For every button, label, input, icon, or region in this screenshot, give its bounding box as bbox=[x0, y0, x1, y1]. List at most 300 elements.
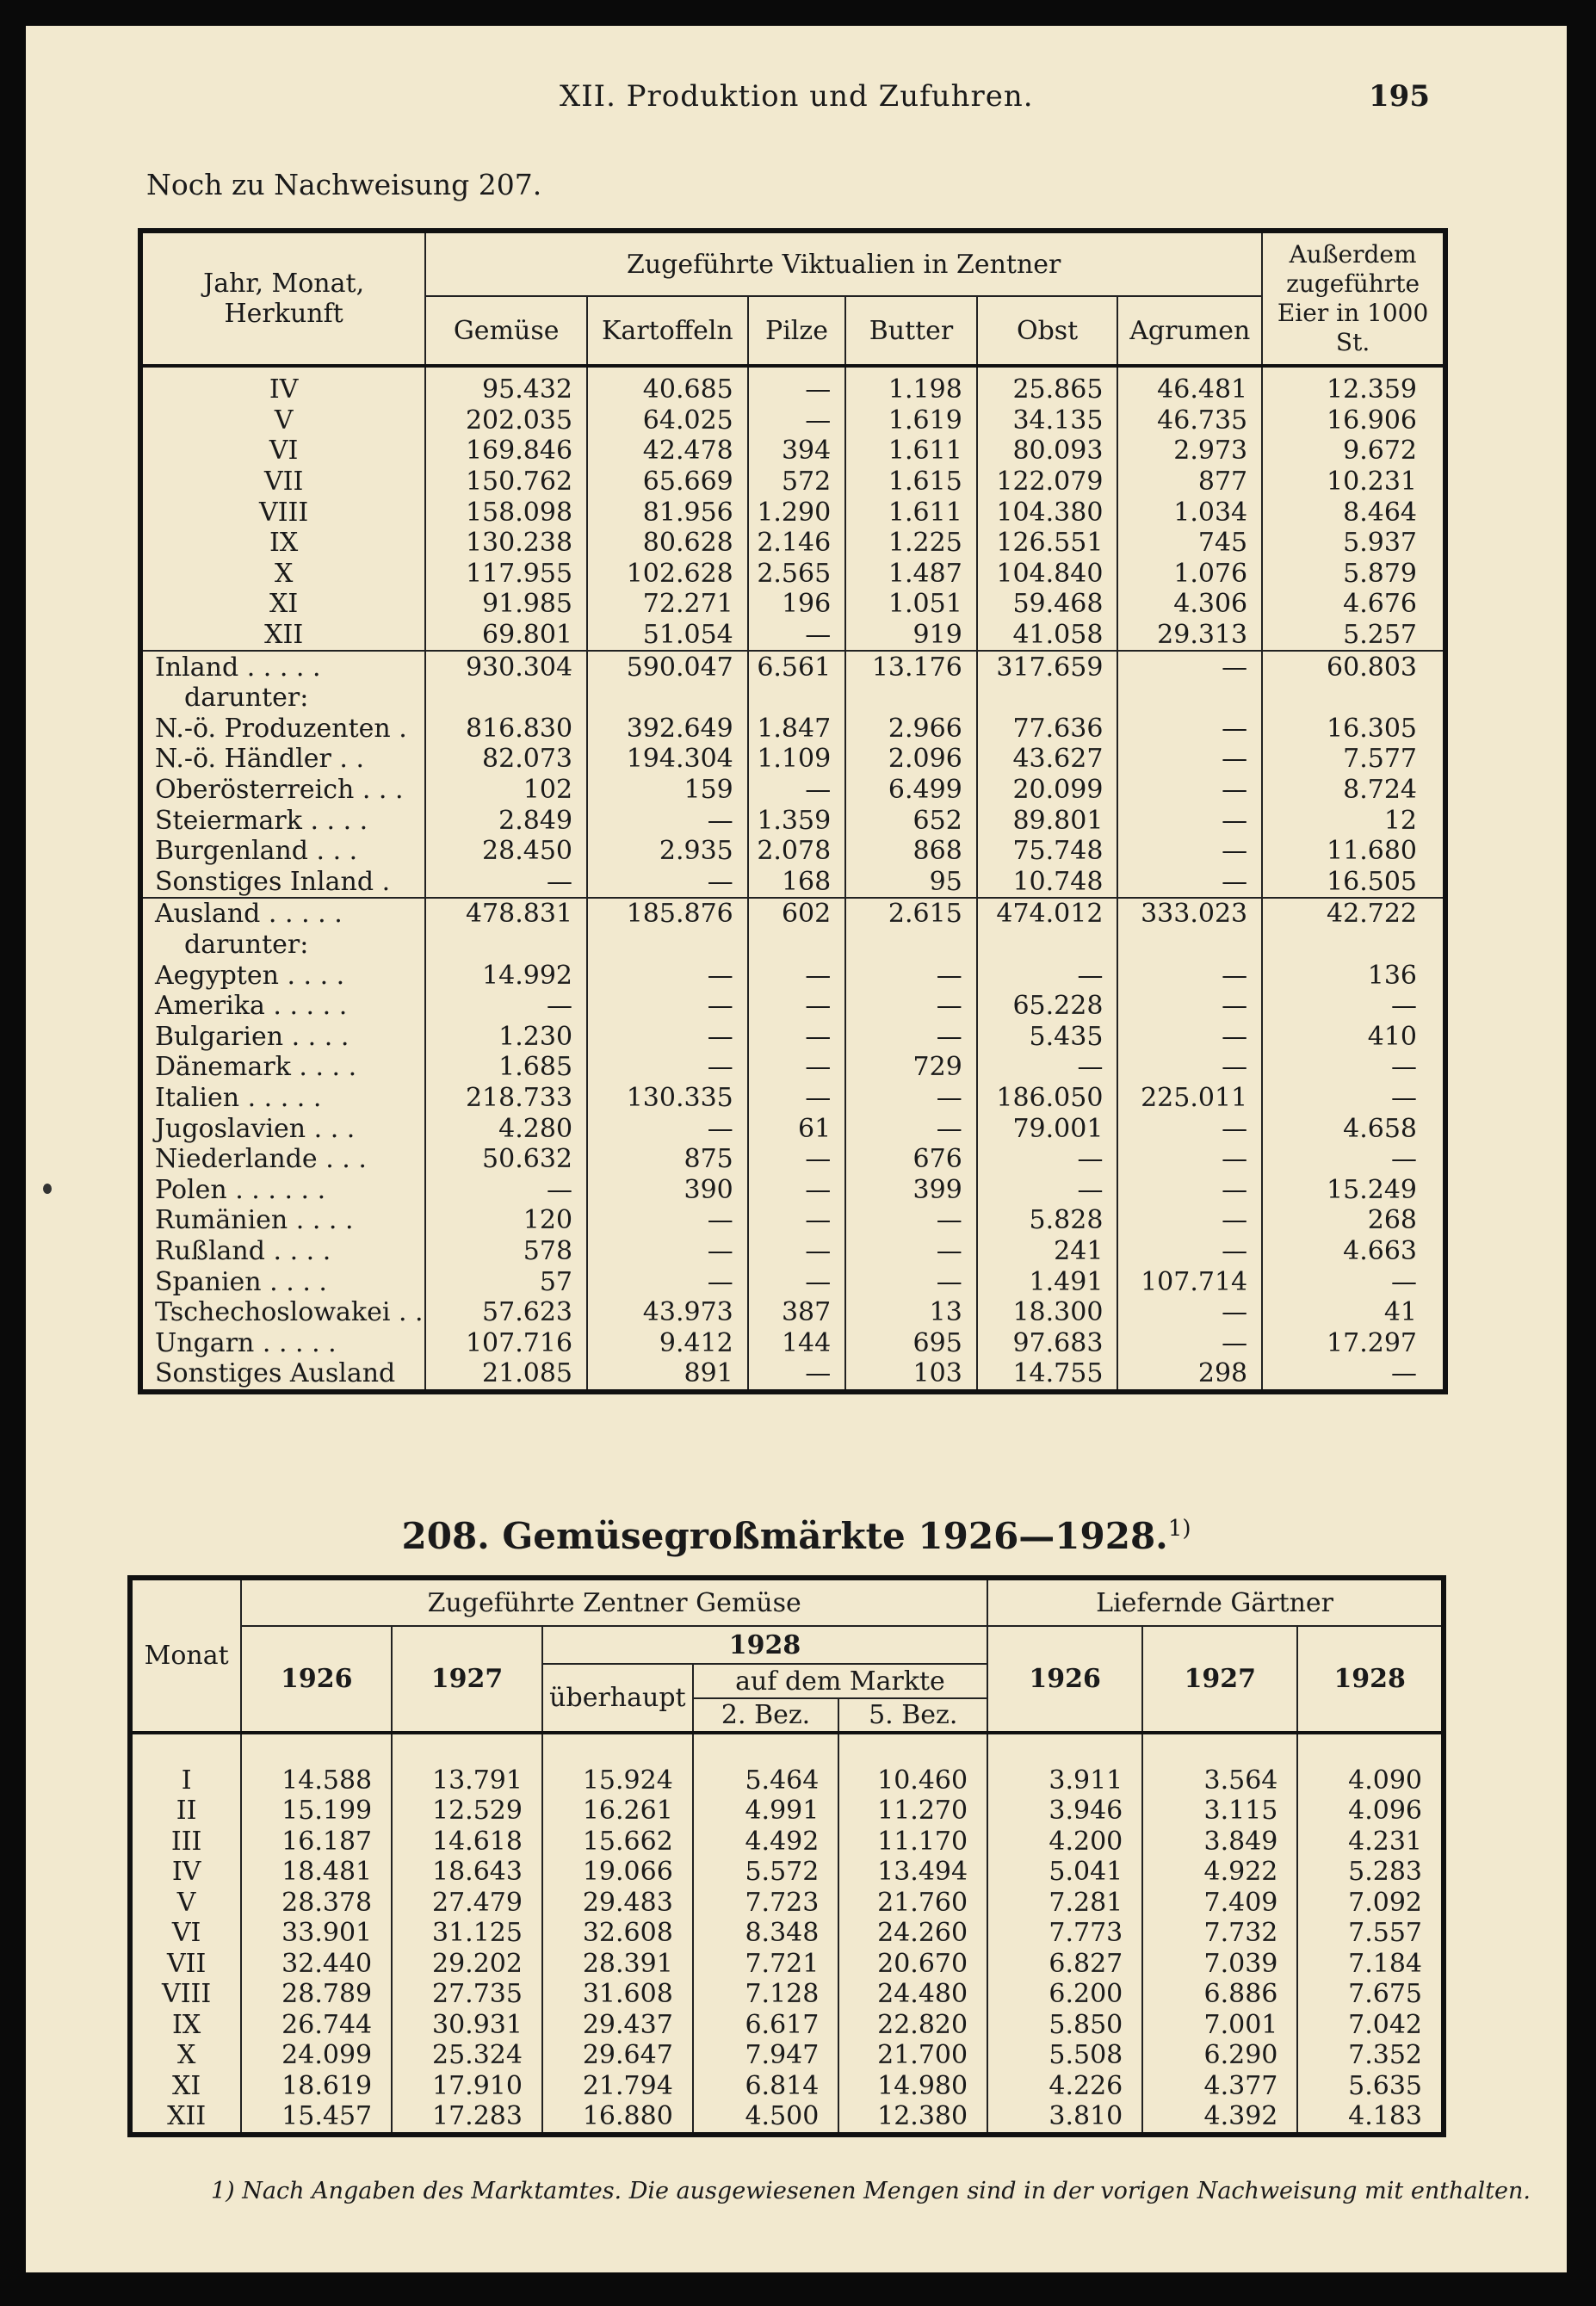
cell-value: 16.505 bbox=[1327, 866, 1417, 897]
table-row bbox=[140, 1266, 1445, 1297]
table-row bbox=[140, 589, 1445, 620]
table-row bbox=[140, 1358, 1445, 1392]
table-row bbox=[130, 2071, 1444, 2102]
cell-value: 27.479 bbox=[392, 1888, 542, 1919]
cell-value: 158.098 bbox=[425, 497, 587, 528]
row-label: IV bbox=[130, 1857, 241, 1888]
cell-value: 6.617 bbox=[693, 2010, 839, 2041]
cell-value: — bbox=[845, 1205, 977, 1236]
cell-value: 6.200 bbox=[987, 1979, 1142, 2010]
t207-body bbox=[140, 366, 1445, 1392]
row-label: Ausland . . . . . bbox=[140, 898, 425, 930]
cell-value: 5.635 bbox=[1348, 2070, 1422, 2101]
t208-body bbox=[130, 1733, 1444, 2135]
cell-value: 7.092 bbox=[1348, 1887, 1422, 1918]
cell-value: 150.762 bbox=[425, 467, 587, 498]
cell-value: 16.261 bbox=[542, 1796, 693, 1827]
cell-value: 57.623 bbox=[425, 1297, 587, 1328]
cell-value: 168 bbox=[748, 867, 845, 899]
table-row bbox=[140, 898, 1445, 930]
cell-value: 11.680 bbox=[1327, 836, 1417, 867]
table-row bbox=[140, 1327, 1445, 1358]
table-row bbox=[130, 2040, 1444, 2071]
cell-value: 7.577 bbox=[1343, 744, 1417, 775]
cell-value: 28.450 bbox=[425, 836, 587, 867]
cell-value: 40.685 bbox=[587, 374, 748, 405]
table-row bbox=[140, 1021, 1445, 1052]
running-title: XII. Produktion und Zufuhren. bbox=[560, 79, 1034, 114]
cell-value: 5.464 bbox=[693, 1765, 839, 1796]
cell-value: — bbox=[1117, 991, 1262, 1022]
row-label: XII bbox=[140, 620, 425, 652]
cell-value: 14.618 bbox=[392, 1827, 542, 1858]
empty-cell bbox=[748, 930, 845, 961]
cell-value: — bbox=[977, 1144, 1118, 1175]
cell-value: 50.632 bbox=[425, 1144, 587, 1175]
cell-value: 3.564 bbox=[1142, 1765, 1297, 1796]
cell-value: — bbox=[748, 620, 845, 652]
header-g1927: 1927 bbox=[1142, 1626, 1297, 1733]
table-row bbox=[140, 405, 1445, 436]
cell-value: — bbox=[845, 1083, 977, 1114]
cell-value: 4.492 bbox=[693, 1827, 839, 1858]
cell-value: 16.906 bbox=[1327, 405, 1417, 436]
row-label: XI bbox=[140, 589, 425, 620]
cell-value: 7.042 bbox=[1348, 2009, 1422, 2040]
cell-value: — bbox=[748, 1205, 845, 1236]
table-row bbox=[130, 2101, 1444, 2135]
cell-value: 64.025 bbox=[587, 405, 748, 436]
cell-value: 17.283 bbox=[392, 2101, 542, 2135]
cell-value: — bbox=[587, 805, 748, 836]
cell-value: 75.748 bbox=[977, 836, 1118, 867]
cell-value: 159 bbox=[587, 775, 748, 806]
table-row bbox=[140, 559, 1445, 590]
cell-value: 65.228 bbox=[977, 991, 1118, 1022]
cell-value: 7.721 bbox=[693, 1949, 839, 1980]
cell-value: — bbox=[1391, 1052, 1417, 1083]
cell-value: 745 bbox=[1117, 528, 1262, 559]
cell-value: 194.304 bbox=[587, 744, 748, 775]
cell-value: 4.676 bbox=[1343, 589, 1417, 620]
cell-value: 241 bbox=[977, 1236, 1118, 1267]
cell-value: 46.481 bbox=[1117, 374, 1262, 405]
table-row bbox=[140, 744, 1445, 775]
row-label: Oberösterreich . . . bbox=[140, 775, 425, 806]
cell-value: — bbox=[977, 960, 1118, 991]
row-label: Rumänien . . . . bbox=[140, 1205, 425, 1236]
cell-value: 333.023 bbox=[1117, 898, 1262, 930]
cell-value: 14.992 bbox=[425, 960, 587, 991]
cell-value: 10.748 bbox=[977, 867, 1118, 899]
cell-value: 30.931 bbox=[392, 2010, 542, 2041]
cell-value: 298 bbox=[1117, 1358, 1262, 1392]
cell-value: 2.973 bbox=[1117, 436, 1262, 467]
cell-value: 29.313 bbox=[1117, 620, 1262, 652]
table-row bbox=[130, 2010, 1444, 2041]
table-207 bbox=[138, 228, 1448, 1394]
cell-value: 4.663 bbox=[1343, 1235, 1417, 1266]
cell-value: 6.827 bbox=[987, 1949, 1142, 1980]
cell-value: 1.109 bbox=[748, 744, 845, 775]
cell-value: 43.627 bbox=[977, 744, 1118, 775]
cell-value: 95.432 bbox=[425, 374, 587, 405]
table-row bbox=[140, 1205, 1445, 1236]
empty-cell bbox=[977, 930, 1118, 961]
empty-cell bbox=[748, 683, 845, 714]
table-row bbox=[140, 528, 1445, 559]
cell-value: 136 bbox=[1367, 960, 1417, 991]
row-label: X bbox=[140, 559, 425, 590]
row-label: Burgenland . . . bbox=[140, 836, 425, 867]
cell-value: 28.391 bbox=[542, 1949, 693, 1980]
table-row bbox=[140, 374, 1445, 405]
cell-value: — bbox=[748, 1083, 845, 1114]
cell-value: 317.659 bbox=[977, 651, 1118, 683]
table-row bbox=[130, 1888, 1444, 1919]
cell-value: 394 bbox=[748, 436, 845, 467]
running-head bbox=[26, 79, 1567, 122]
row-label: Sonstiges Ausland bbox=[140, 1358, 425, 1392]
table-row bbox=[140, 1144, 1445, 1175]
row-label: Polen . . . . . . bbox=[140, 1174, 425, 1205]
cell-value: 2.966 bbox=[845, 714, 977, 745]
cell-value: 12 bbox=[1383, 805, 1417, 836]
cell-value: 130.238 bbox=[425, 528, 587, 559]
cell-value: 1.051 bbox=[845, 589, 977, 620]
cell-value: 3.810 bbox=[987, 2101, 1142, 2135]
cell-value: — bbox=[587, 1113, 748, 1144]
cell-value: 18.643 bbox=[392, 1857, 542, 1888]
cell-value: 80.628 bbox=[587, 528, 748, 559]
table-row bbox=[140, 991, 1445, 1022]
cell-value: 7.281 bbox=[987, 1888, 1142, 1919]
col-agrumen: Agrumen bbox=[1117, 296, 1262, 366]
empty-cell bbox=[845, 930, 977, 961]
empty-cell bbox=[425, 930, 587, 961]
cell-value: — bbox=[1117, 805, 1262, 836]
empty-cell bbox=[1262, 683, 1445, 714]
cell-value: 2.565 bbox=[748, 559, 845, 590]
row-label: N.-ö. Händler . . bbox=[140, 744, 425, 775]
cell-value: 5.041 bbox=[987, 1857, 1142, 1888]
cell-value: 4.658 bbox=[1343, 1113, 1417, 1144]
empty-cell bbox=[425, 683, 587, 714]
cell-value: 2.849 bbox=[425, 805, 587, 836]
cell-value: 4.500 bbox=[693, 2101, 839, 2135]
cell-value: 410 bbox=[1367, 1021, 1417, 1052]
cell-value: — bbox=[748, 405, 845, 436]
cell-value: 144 bbox=[748, 1327, 845, 1358]
cell-value: — bbox=[587, 1021, 748, 1052]
cell-value: 7.732 bbox=[1142, 1918, 1297, 1949]
row-label: V bbox=[140, 405, 425, 436]
cell-value: 95 bbox=[845, 867, 977, 899]
cell-value: 4.306 bbox=[1117, 589, 1262, 620]
cell-value: 202.035 bbox=[425, 405, 587, 436]
empty-cell bbox=[587, 930, 748, 961]
cell-value: 79.001 bbox=[977, 1113, 1118, 1144]
cell-value: 1.619 bbox=[845, 405, 977, 436]
cell-value: 196 bbox=[748, 589, 845, 620]
cell-value: 7.773 bbox=[987, 1918, 1142, 1949]
cell-value: 4.991 bbox=[693, 1796, 839, 1827]
cell-value: 3.911 bbox=[987, 1765, 1142, 1796]
cell-value: 2.078 bbox=[748, 836, 845, 867]
cell-value: 816.830 bbox=[425, 714, 587, 745]
row-label: X bbox=[130, 2040, 241, 2071]
cell-value: — bbox=[748, 1358, 845, 1392]
cell-value: 10.460 bbox=[838, 1765, 987, 1796]
cell-value: 5.435 bbox=[977, 1021, 1118, 1052]
cell-value: 5.850 bbox=[987, 2010, 1142, 2041]
cell-value: 1.847 bbox=[748, 714, 845, 745]
cell-value: 602 bbox=[748, 898, 845, 930]
cell-value: 590.047 bbox=[587, 651, 748, 683]
cell-value: — bbox=[1391, 1358, 1417, 1389]
cell-value: 11.270 bbox=[838, 1796, 987, 1827]
cell-value: — bbox=[587, 960, 748, 991]
cell-value: 72.271 bbox=[587, 589, 748, 620]
cell-value: 891 bbox=[587, 1358, 748, 1392]
cell-value: 24.099 bbox=[241, 2040, 392, 2071]
table-row bbox=[140, 436, 1445, 467]
cell-value: 1.198 bbox=[845, 374, 977, 405]
cell-value: 41 bbox=[1383, 1297, 1417, 1328]
cell-value: 31.125 bbox=[392, 1918, 542, 1949]
table-row bbox=[140, 805, 1445, 836]
cell-value: 24.480 bbox=[838, 1979, 987, 2010]
cell-value: 14.755 bbox=[977, 1358, 1118, 1392]
cell-value: — bbox=[977, 1052, 1118, 1083]
cell-value: 6.290 bbox=[1142, 2040, 1297, 2071]
empty-cell bbox=[587, 683, 748, 714]
cell-value: 102.628 bbox=[587, 559, 748, 590]
table-row bbox=[140, 1236, 1445, 1267]
cell-value: 20.670 bbox=[838, 1949, 987, 1980]
cell-value: 1.611 bbox=[845, 497, 977, 528]
cell-value: 15.199 bbox=[241, 1796, 392, 1827]
row-label: Jugoslavien . . . bbox=[140, 1113, 425, 1144]
cell-value: — bbox=[1391, 1266, 1417, 1297]
cell-value: 29.647 bbox=[542, 2040, 693, 2071]
cell-value: 1.487 bbox=[845, 559, 977, 590]
header-bez2: 2. Bez. bbox=[693, 1698, 839, 1733]
cell-value: 3.115 bbox=[1142, 1796, 1297, 1827]
cell-value: 919 bbox=[845, 620, 977, 652]
table-row bbox=[140, 1083, 1445, 1114]
cell-value: 7.128 bbox=[693, 1979, 839, 2010]
cell-value: 1.359 bbox=[748, 805, 845, 836]
cell-value: 21.700 bbox=[838, 2040, 987, 2071]
cell-value: 13.791 bbox=[392, 1765, 542, 1796]
col-pilze: Pilze bbox=[748, 296, 845, 366]
row-label: II bbox=[130, 1796, 241, 1827]
table-row bbox=[140, 620, 1445, 652]
cell-value: — bbox=[1117, 1052, 1262, 1083]
row-label: Ungarn . . . . . bbox=[140, 1327, 425, 1358]
cell-value: 4.226 bbox=[987, 2071, 1142, 2102]
row-label: Sonstiges Inland . bbox=[140, 867, 425, 899]
row-label: Dänemark . . . . bbox=[140, 1052, 425, 1083]
cell-value: 9.672 bbox=[1343, 436, 1417, 467]
header-g1928: 1928 bbox=[1297, 1626, 1444, 1733]
cell-value: 478.831 bbox=[425, 898, 587, 930]
cell-value: 31.608 bbox=[542, 1979, 693, 2010]
cell-value: 21.760 bbox=[838, 1888, 987, 1919]
row-label: Rußland . . . . bbox=[140, 1236, 425, 1267]
cell-value: 17.910 bbox=[392, 2071, 542, 2102]
header-1928: 1928 bbox=[542, 1626, 987, 1664]
cell-value: 81.956 bbox=[587, 497, 748, 528]
cell-value: 12.529 bbox=[392, 1796, 542, 1827]
cell-value: — bbox=[1117, 775, 1262, 806]
cell-value: 676 bbox=[845, 1144, 977, 1175]
table-row bbox=[130, 1827, 1444, 1858]
row-label: IX bbox=[130, 2010, 241, 2041]
cell-value: — bbox=[425, 867, 587, 899]
darunter-label: darunter: bbox=[140, 683, 425, 714]
cell-value: 7.557 bbox=[1348, 1918, 1422, 1949]
cell-value: — bbox=[845, 960, 977, 991]
table-row bbox=[140, 467, 1445, 498]
cell-value: — bbox=[845, 1021, 977, 1052]
cell-value: 7.947 bbox=[693, 2040, 839, 2071]
cell-value: — bbox=[845, 1266, 977, 1297]
cell-value: 7.184 bbox=[1348, 1948, 1422, 1979]
row-label: Italien . . . . . bbox=[140, 1083, 425, 1114]
table-row bbox=[130, 1765, 1444, 1796]
cell-value: — bbox=[845, 1236, 977, 1267]
header-origin: Jahr, Monat, Herkunft bbox=[140, 231, 425, 366]
cell-value: 18.481 bbox=[241, 1857, 392, 1888]
cell-value: 61 bbox=[748, 1113, 845, 1144]
row-label: VIII bbox=[130, 1979, 241, 2010]
cell-value: 268 bbox=[1367, 1205, 1417, 1236]
row-label: IX bbox=[140, 528, 425, 559]
cell-value: 13 bbox=[845, 1297, 977, 1328]
cell-value: 390 bbox=[587, 1174, 748, 1205]
cell-value: 225.011 bbox=[1117, 1083, 1262, 1114]
cell-value: 930.304 bbox=[425, 651, 587, 683]
cell-value: 4.392 bbox=[1142, 2101, 1297, 2135]
cell-value: 1.034 bbox=[1117, 497, 1262, 528]
cell-value: 1.290 bbox=[748, 497, 845, 528]
cell-value: 18.300 bbox=[977, 1297, 1118, 1328]
cell-value: 59.468 bbox=[977, 589, 1118, 620]
document-page bbox=[26, 26, 1567, 2272]
cell-value: 102 bbox=[425, 775, 587, 806]
cell-value: 6.499 bbox=[845, 775, 977, 806]
row-label: VII bbox=[130, 1949, 241, 1980]
cell-value: 29.437 bbox=[542, 2010, 693, 2041]
cell-value: 1.491 bbox=[977, 1266, 1118, 1297]
row-label: VII bbox=[140, 467, 425, 498]
cell-value: 7.409 bbox=[1142, 1888, 1297, 1919]
cell-value: 1.225 bbox=[845, 528, 977, 559]
cell-value: 82.073 bbox=[425, 744, 587, 775]
row-label: Bulgarien . . . . bbox=[140, 1021, 425, 1052]
cell-value: — bbox=[748, 1021, 845, 1052]
cell-value: 21.794 bbox=[542, 2071, 693, 2102]
cell-value: — bbox=[1391, 1082, 1417, 1113]
cell-value: 16.880 bbox=[542, 2101, 693, 2135]
col-obst: Obst bbox=[977, 296, 1118, 366]
cell-value: 7.675 bbox=[1348, 1979, 1422, 2010]
header-group: Zugeführte Viktualien in Zentner bbox=[425, 231, 1262, 296]
cell-value: — bbox=[1391, 1144, 1417, 1175]
cell-value: 89.801 bbox=[977, 805, 1118, 836]
cell-value: — bbox=[587, 1205, 748, 1236]
cell-value: — bbox=[587, 867, 748, 899]
cell-value: — bbox=[587, 991, 748, 1022]
cell-value: — bbox=[748, 1236, 845, 1267]
table-row bbox=[140, 930, 1445, 961]
cell-value: 392.649 bbox=[587, 714, 748, 745]
empty-cell bbox=[845, 683, 977, 714]
cell-value: 218.733 bbox=[425, 1083, 587, 1114]
empty-cell bbox=[977, 683, 1118, 714]
cell-value: — bbox=[425, 1174, 587, 1205]
cell-value: 868 bbox=[845, 836, 977, 867]
cell-value: — bbox=[1117, 1297, 1262, 1328]
cell-value: — bbox=[1117, 1021, 1262, 1052]
cell-value: 19.066 bbox=[542, 1857, 693, 1888]
header-1926: 1926 bbox=[241, 1626, 392, 1733]
cell-value: 4.280 bbox=[425, 1113, 587, 1144]
cell-value: 7.352 bbox=[1348, 2040, 1422, 2071]
table-row bbox=[140, 1113, 1445, 1144]
darunter-label: darunter: bbox=[140, 930, 425, 961]
row-label: Niederlande . . . bbox=[140, 1144, 425, 1175]
col-butter: Butter bbox=[845, 296, 977, 366]
header-ueberhaupt: überhaupt bbox=[542, 1664, 693, 1733]
cell-value: 5.257 bbox=[1343, 620, 1417, 651]
table-row bbox=[130, 1918, 1444, 1949]
continuation-caption: Noch zu Nachweisung 207. bbox=[146, 168, 542, 201]
cell-value: 69.801 bbox=[425, 620, 587, 652]
cell-value: 104.840 bbox=[977, 559, 1118, 590]
cell-value: 729 bbox=[845, 1052, 977, 1083]
cell-value: 107.716 bbox=[425, 1327, 587, 1358]
row-label: Inland . . . . . bbox=[140, 651, 425, 683]
cell-value: 6.561 bbox=[748, 651, 845, 683]
cell-value: 4.922 bbox=[1142, 1857, 1297, 1888]
table-row bbox=[140, 714, 1445, 745]
cell-value: 34.135 bbox=[977, 405, 1118, 436]
cell-value: — bbox=[1117, 867, 1262, 899]
cell-value: — bbox=[1117, 744, 1262, 775]
cell-value: 17.297 bbox=[1327, 1327, 1417, 1358]
row-label: Steiermark . . . . bbox=[140, 805, 425, 836]
cell-value: 4.183 bbox=[1348, 2101, 1422, 2132]
cell-value: 15.662 bbox=[542, 1827, 693, 1858]
row-label: Tschechoslowakei . . bbox=[140, 1297, 425, 1328]
cell-value: 91.985 bbox=[425, 589, 587, 620]
cell-value: — bbox=[1117, 1327, 1262, 1358]
cell-value: — bbox=[1117, 1144, 1262, 1175]
row-label: VI bbox=[140, 436, 425, 467]
cell-value: — bbox=[1117, 836, 1262, 867]
cell-value: 130.335 bbox=[587, 1083, 748, 1114]
row-label: VI bbox=[130, 1918, 241, 1949]
table-row bbox=[140, 1052, 1445, 1083]
cell-value: — bbox=[1117, 651, 1262, 683]
header-g1926: 1926 bbox=[987, 1626, 1142, 1733]
cell-value: 28.789 bbox=[241, 1979, 392, 2010]
cell-value: 1.611 bbox=[845, 436, 977, 467]
table-row bbox=[140, 651, 1445, 683]
